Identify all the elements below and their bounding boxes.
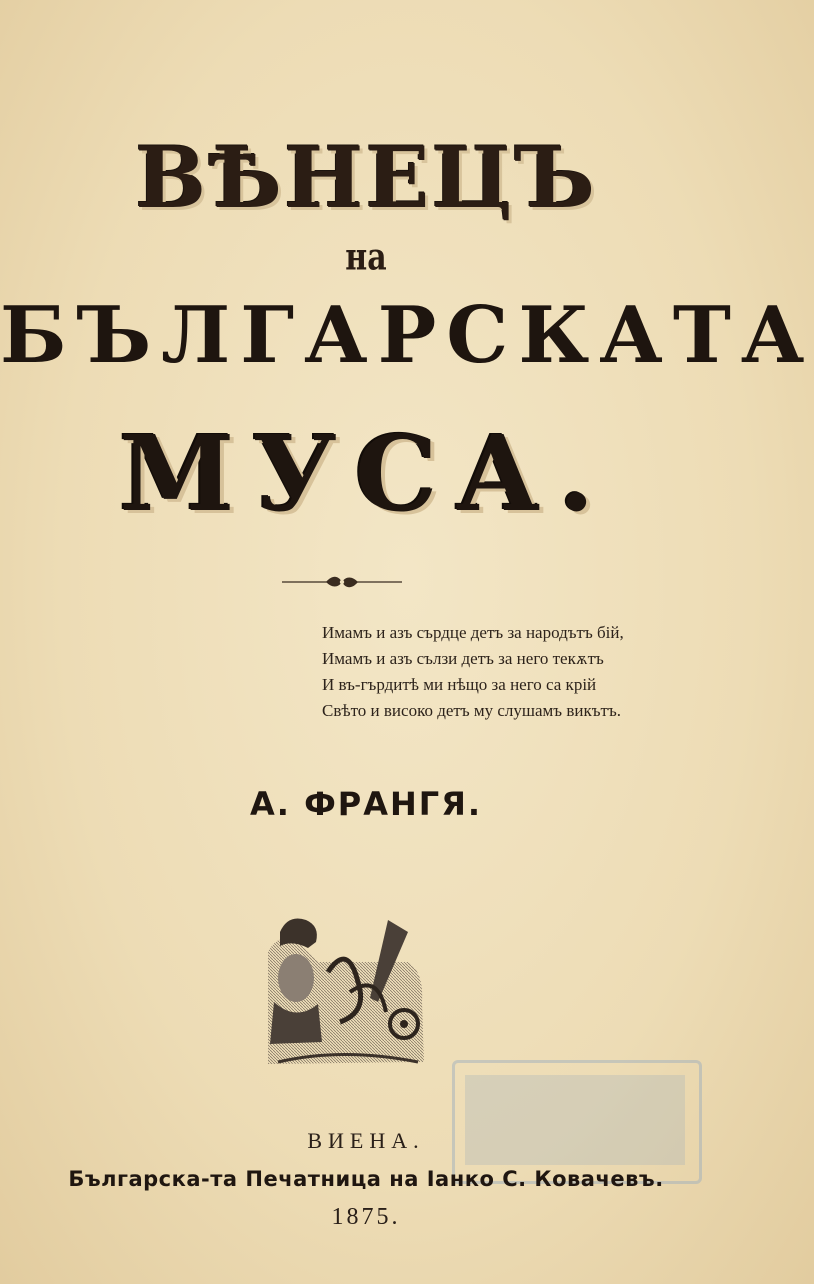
epigraph-line: Имамъ и азъ сълзи детъ за него текѫтъ — [322, 649, 604, 668]
epigraph-line: И въ-гърдитѣ ми нѣщо за него са крій — [322, 675, 597, 694]
imprint-city: ВИЕНА. — [307, 1128, 425, 1153]
title-connector: на — [345, 235, 387, 280]
title-line-3: МУСА. — [119, 412, 613, 535]
library-stamp — [452, 1060, 702, 1184]
epigraph — [322, 620, 712, 724]
epigraph-line: Имамъ и азъ сърдце детъ за народътъ бій, — [322, 623, 624, 642]
imprint-press: Българска-та Печатница на Іанко С. Ковачевъ. — [68, 1167, 664, 1191]
author-name: А. ФРАНГЯ. — [250, 785, 482, 823]
epigraph-line: Свѣто и високо детъ му слушамъ викътъ. — [322, 701, 621, 720]
ornament-divider — [280, 572, 404, 592]
title-line-1: ВѢНЕЦЪ — [135, 128, 597, 227]
imprint-year: 1875. — [331, 1204, 401, 1230]
printer-emblem-image — [258, 912, 428, 1072]
title-line-2: БЪЛГАРСКАТА — [0, 290, 814, 381]
